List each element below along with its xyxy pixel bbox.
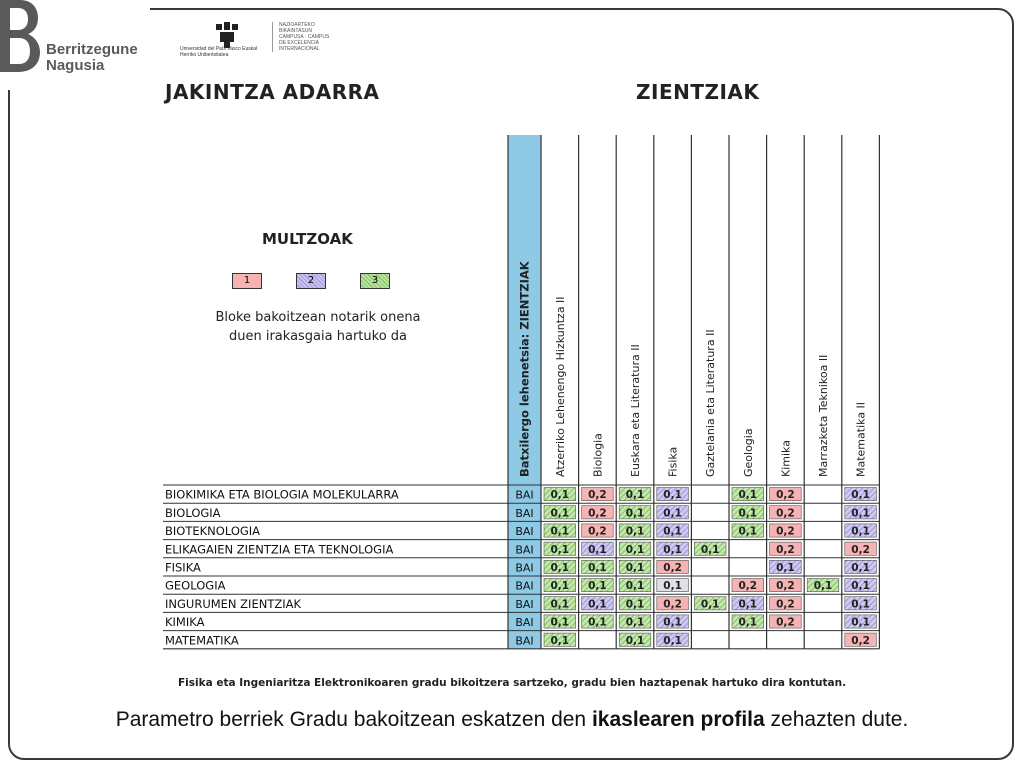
score-value: 0,2 bbox=[588, 489, 607, 502]
legend-item-2: 2 bbox=[296, 273, 326, 289]
score-value: 0,1 bbox=[625, 562, 645, 574]
legend-item-3: 3 bbox=[360, 273, 390, 289]
caption-part-1: Parametro berriek Gradu bakoitzean eskatzen den bbox=[115, 708, 592, 731]
row-name: BIOTEKNOLOGIA bbox=[165, 524, 261, 539]
legend-item-1: 1 bbox=[232, 273, 262, 289]
score-value: 0,1 bbox=[738, 507, 758, 520]
score-value: 0,1 bbox=[588, 598, 607, 611]
legend-title: MULTZOAK bbox=[262, 230, 353, 248]
row-name: BIOLOGIA bbox=[165, 505, 221, 520]
score-value: 0,2 bbox=[776, 525, 795, 538]
score-value: 0,1 bbox=[550, 580, 570, 593]
score-value: 0,1 bbox=[738, 616, 758, 629]
column-header: Geologia bbox=[741, 428, 755, 477]
score-value: 0,1 bbox=[851, 489, 870, 502]
score-value: 0,1 bbox=[550, 634, 570, 647]
score-value: 0,1 bbox=[851, 616, 870, 629]
row-name: GEOLOGIA bbox=[165, 578, 226, 593]
score-value: 0,1 bbox=[738, 489, 758, 502]
score-value: 0,1 bbox=[663, 507, 682, 520]
score-value: 0,1 bbox=[663, 489, 682, 502]
score-value: 0,1 bbox=[663, 634, 682, 647]
score-value: 0,1 bbox=[851, 562, 870, 574]
slide-caption bbox=[0, 708, 1024, 732]
score-value: 0,1 bbox=[663, 525, 682, 538]
score-value: 0,1 bbox=[550, 562, 570, 574]
score-value: 0,1 bbox=[625, 598, 645, 611]
bai-value: BAI bbox=[515, 634, 534, 648]
bai-value: BAI bbox=[515, 561, 534, 575]
caption-part-2: zehazten dute. bbox=[764, 708, 909, 731]
score-value: 0,1 bbox=[851, 598, 870, 611]
column-header: Atzerriko Lehenengo Hizkuntza II bbox=[553, 296, 567, 477]
requirements-table bbox=[163, 135, 888, 660]
row-name: MATEMATIKA bbox=[165, 633, 239, 648]
score-value: 0,1 bbox=[588, 616, 607, 629]
score-value: 0,1 bbox=[550, 525, 570, 538]
header-left: JAKINTZA ADARRA bbox=[165, 80, 380, 104]
score-value: 0,1 bbox=[550, 543, 570, 556]
score-value: 0,2 bbox=[588, 507, 607, 520]
score-value: 0,1 bbox=[625, 525, 645, 538]
column-header: Batxilergo lehenetsia: ZIENTZIAK bbox=[517, 261, 532, 477]
score-value: 0,1 bbox=[851, 580, 870, 593]
column-header: Euskara eta Literatura II bbox=[629, 344, 642, 477]
score-value: 0,1 bbox=[738, 598, 758, 611]
row-name: ELIKAGAIEN ZIENTZIA ETA TEKNOLOGIA bbox=[165, 542, 394, 557]
score-value: 0,1 bbox=[700, 543, 720, 556]
score-value: 0,2 bbox=[663, 598, 682, 611]
brand-line-1: Berritzegune bbox=[46, 41, 138, 58]
score-value: 0,1 bbox=[738, 525, 758, 538]
score-value: 0,2 bbox=[738, 580, 758, 593]
header-right: ZIENTZIAK bbox=[636, 80, 760, 104]
score-value: 0,2 bbox=[776, 580, 795, 593]
score-value: 0,2 bbox=[851, 634, 870, 647]
score-value: 0,2 bbox=[663, 562, 682, 574]
row-name: INGURUMEN ZIENTZIAK bbox=[165, 596, 302, 611]
upv-name: Universidad del País Vasco Euskal Herriko Unibertsitatea bbox=[180, 46, 258, 58]
score-value: 0,1 bbox=[550, 598, 570, 611]
column-header: Kimika bbox=[779, 440, 793, 477]
score-value: 0,1 bbox=[625, 507, 645, 520]
caption-bold: ikaslearen profila bbox=[591, 708, 765, 731]
column-header: Matematika II bbox=[854, 401, 868, 477]
campus-label: NAZIOARTEKO BIKAINTASUN CAMPUSA · CAMPUS DE EXCELENCIA INTERNACIONAL bbox=[272, 22, 334, 52]
column-header: Biologia bbox=[591, 433, 605, 477]
score-value: 0,2 bbox=[776, 489, 795, 502]
score-value: 0,1 bbox=[550, 489, 570, 502]
brand-line-2: Nagusia bbox=[46, 57, 105, 74]
score-value: 0,1 bbox=[663, 543, 682, 556]
score-value: 0,1 bbox=[588, 543, 607, 556]
score-value: 0,1 bbox=[588, 580, 607, 593]
upv-logo-icon bbox=[180, 20, 270, 65]
bai-value: BAI bbox=[515, 543, 534, 557]
brand-name bbox=[46, 42, 138, 74]
bai-value: BAI bbox=[515, 506, 534, 520]
score-value: 0,2 bbox=[776, 616, 795, 629]
bai-value: BAI bbox=[515, 488, 534, 502]
score-value: 0,1 bbox=[625, 543, 645, 556]
column-header: Marrazketa Teknikoa II bbox=[817, 354, 830, 477]
score-value: 0,2 bbox=[776, 543, 795, 556]
score-value: 0,1 bbox=[700, 598, 720, 611]
footnote: Fisika eta Ingeniaritza Elektronikoaren gradu bikoitzera sartzeko, gradu bien haztapenak hartuko dira kontutan. bbox=[178, 677, 847, 689]
row-name: KIMIKA bbox=[165, 615, 205, 630]
score-value: 0,2 bbox=[776, 598, 795, 611]
score-value: 0,1 bbox=[851, 525, 870, 538]
score-value: 0,1 bbox=[625, 489, 645, 502]
score-value: 0,1 bbox=[625, 634, 645, 647]
score-value: 0,1 bbox=[776, 562, 795, 574]
column-header: Gaztelania eta Literatura II bbox=[704, 329, 718, 477]
score-value: 0,2 bbox=[588, 525, 607, 538]
score-value: 0,2 bbox=[776, 507, 795, 520]
bai-value: BAI bbox=[515, 579, 534, 593]
score-value: 0,1 bbox=[625, 580, 645, 593]
score-value: 0,1 bbox=[851, 507, 870, 520]
legend-note: Bloke bakoitzean notarik onena duen irakasgaia hartuko da bbox=[215, 310, 421, 344]
score-value: 0,1 bbox=[813, 580, 833, 593]
column-header: Fisika bbox=[666, 446, 680, 477]
score-value: 0,1 bbox=[663, 616, 682, 629]
score-value: 0,1 bbox=[663, 580, 682, 593]
berritzegune-logo-icon bbox=[0, 0, 40, 72]
bai-value: BAI bbox=[515, 597, 534, 611]
row-name: FISIKA bbox=[165, 560, 201, 575]
score-value: 0,2 bbox=[851, 543, 870, 556]
bai-value: BAI bbox=[515, 525, 534, 539]
score-value: 0,1 bbox=[588, 562, 607, 574]
score-value: 0,1 bbox=[550, 616, 570, 629]
bai-value: BAI bbox=[515, 616, 534, 630]
score-value: 0,1 bbox=[550, 507, 570, 520]
row-name: BIOKIMIKA ETA BIOLOGIA MOLEKULARRA bbox=[165, 487, 399, 502]
score-value: 0,1 bbox=[625, 616, 645, 629]
